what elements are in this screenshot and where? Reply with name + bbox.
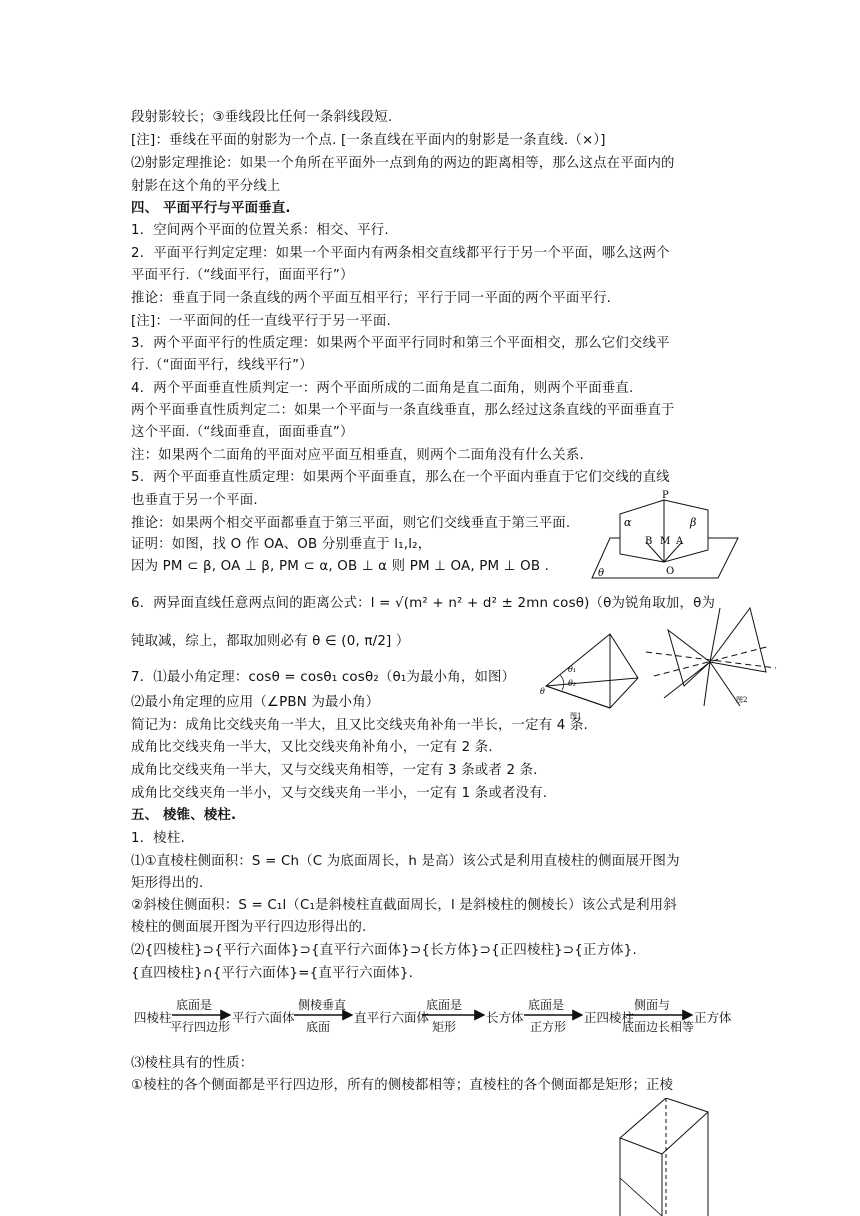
chain-arrows-svg bbox=[134, 996, 734, 1038]
chain-arrow-label-bottom: 矩形 bbox=[432, 1020, 457, 1034]
text-line: 矩形得出的. bbox=[131, 876, 204, 891]
figure-label: P bbox=[662, 490, 669, 501]
figure-label: β bbox=[690, 516, 697, 529]
text-line: ⑵射影定理推论：如果一个角所在平面外一点到角的两边的距离相等，那么这点在平面内的 bbox=[131, 156, 675, 171]
text-line: 5．两个平面垂直性质定理：如果两个平面垂直，那么在一个平面内垂直于它们交线的直线 bbox=[131, 470, 670, 485]
text-line: 推论：垂直于同一条直线的两个平面互相平行；平行于同一平面的两个平面平行. bbox=[131, 291, 612, 306]
text-line: 行.（“面面平行，线线平行”） bbox=[131, 358, 313, 373]
text-line: ⑵{四棱柱}⊃{平行六面体}⊃{直平行六面体}⊃{长方体}⊃{正四棱柱}⊃{正方体}. bbox=[131, 943, 637, 958]
text-line: 射影在这个角的平分线上 bbox=[131, 179, 281, 194]
text-line: 2．平面平行判定定理：如果一个平面内有两条相交直线都平行于另一个平面，哪么这两个 bbox=[131, 246, 670, 261]
figure-label: M bbox=[660, 536, 671, 547]
figure-label: O bbox=[666, 566, 675, 577]
figure-label: A bbox=[676, 536, 684, 547]
text-line: 6．两异面直线任意两点间的距离公式：l = √(m² + n² + d² ± 2mn cosθ)（θ为锐角取加，θ为 bbox=[131, 596, 716, 611]
prism-figure bbox=[610, 1098, 720, 1216]
text-line: 也垂直于另一个平面. bbox=[131, 493, 258, 508]
figure-label: B bbox=[645, 536, 653, 547]
chain-node: 正四棱柱 bbox=[584, 1010, 635, 1025]
text-line: 段射影较长；③垂线段比任何一条斜线段短. bbox=[131, 110, 393, 125]
chain-arrow-label-top: 底面是 bbox=[176, 998, 213, 1012]
text-line: 推论：如果两个相交平面都垂直于第三平面，则它们交线垂直于第三平面. bbox=[131, 516, 571, 531]
section-heading: 五、 棱锥、棱柱. bbox=[131, 808, 237, 823]
text-line: [注]：垂线在平面的射影为一个点. [一条直线在平面内的射影是一条直线.（×）] bbox=[131, 133, 606, 148]
section-heading: 四、 平面平行与平面垂直. bbox=[131, 201, 291, 216]
chain-arrow-label-top: 底面是 bbox=[426, 998, 463, 1012]
text-line: ⑵最小角定理的应用（∠PBN 为最小角） bbox=[131, 695, 380, 710]
text-line: 钝取减，综上，都取加则必有 θ ∈ (0, π/2] ） bbox=[131, 634, 410, 649]
text-line: 两个平面垂直性质判定二：如果一个平面与一条直线垂直，那么经过这条直线的平面垂直于 bbox=[131, 403, 675, 418]
chain-node: 平行六面体 bbox=[232, 1010, 295, 1025]
figure-label: α bbox=[624, 516, 632, 529]
text-line: 7．⑴最小角定理：cosθ = cosθ₁ cosθ₂（θ₁为最小角，如图） bbox=[131, 670, 516, 685]
chain-arrow-label-top: 侧棱垂直 bbox=[298, 998, 347, 1012]
text-line: ①棱柱的各个侧面都是平行四边形，所有的侧棱都相等；直棱柱的各个侧面都是矩形；正棱 bbox=[131, 1078, 674, 1093]
chain-arrow-label-top: 侧面与 bbox=[634, 998, 671, 1012]
minimum-angle-figure-1 bbox=[540, 628, 650, 720]
text-line: 成角比交线夹角一半大，又比交线夹角补角小，一定有 2 条. bbox=[131, 740, 493, 755]
text-line: 4．两个平面垂直性质判定一：两个平面所成的二面角是直二面角，则两个平面垂直. bbox=[131, 381, 634, 396]
chain-node: 直平行六面体 bbox=[354, 1010, 430, 1025]
text-line: 1．空间两个平面的位置关系：相交、平行. bbox=[131, 223, 389, 238]
chain-arrow-label-bottom: 正方形 bbox=[530, 1020, 567, 1034]
chain-node: 长方体 bbox=[486, 1010, 524, 1025]
text-line: 证明：如图，找 O 作 OA、OB 分别垂直于 l₁,l₂， bbox=[131, 537, 432, 552]
text-line: 成角比交线夹角一半小，又与交线夹角一半小，一定有 1 条或者没有. bbox=[131, 786, 548, 801]
figure-label: θ bbox=[598, 568, 605, 579]
text-line: [注]：一平面间的任一直线平行于另一平面. bbox=[131, 314, 391, 329]
chain-arrow-label-bottom: 底面 bbox=[306, 1020, 331, 1034]
figure-caption: 图2 bbox=[736, 696, 748, 704]
text-line: 这个平面.（“线面垂直，面面垂直”） bbox=[131, 425, 354, 440]
text-line: 简记为：成角比交线夹角一半大，且又比交线夹角补角一半长，一定有 4 条. bbox=[131, 718, 588, 733]
text-line: 注：如果两个二面角的平面对应平面互相垂直，则两个二面角没有什么关系. bbox=[131, 448, 584, 463]
chain-node: 四棱柱 bbox=[134, 1010, 172, 1025]
chain-arrow-label-bottom: 底面边长相等 bbox=[622, 1020, 695, 1034]
text-line: ⑴①直棱柱侧面积：S = Ch（C 为底面周长，h 是高）该公式是利用直棱柱的侧面展开图为 bbox=[131, 854, 680, 869]
text-line: 因为 PM ⊂ β, OA ⊥ β, PM ⊂ α, OB ⊥ α 则 PM ⊥ OA, PM ⊥ OB . bbox=[131, 559, 550, 574]
chain-arrow-label-top: 底面是 bbox=[528, 998, 565, 1012]
text-line: {直四棱柱}∩{平行六面体}={直平行六面体}. bbox=[131, 966, 414, 981]
perpendicular-planes-figure bbox=[590, 488, 740, 582]
figure-caption: 图1 bbox=[570, 712, 582, 720]
minimum-angle-figure-2 bbox=[644, 606, 780, 706]
text-line: 棱柱的侧面展开图为平行四边形得出的. bbox=[131, 920, 367, 935]
text-line: ⑶棱柱具有的性质： bbox=[131, 1056, 254, 1071]
figure-label: θ₁ bbox=[568, 665, 577, 674]
figure-label: θ bbox=[540, 687, 545, 696]
text-line: 平面平行.（“线面平行，面面平行”） bbox=[131, 268, 354, 283]
text-line: ②斜棱住侧面积：S = C₁l（C₁是斜棱柱直截面周长，l 是斜棱柱的侧棱长）该公式是利用斜 bbox=[131, 898, 677, 913]
chain-node: 正方体 bbox=[694, 1010, 732, 1025]
prism-inclusion-chain bbox=[134, 996, 734, 1038]
text-line: 3．两个平面平行的性质定理：如果两个平面平行同时和第三个平面相交，那么它们交线平 bbox=[131, 336, 670, 351]
text-line: 成角比交线夹角一半大，又与交线夹角相等，一定有 3 条或者 2 条. bbox=[131, 763, 538, 778]
chain-arrow-label-bottom: 平行四边形 bbox=[170, 1020, 231, 1034]
text-line: 1．棱柱. bbox=[131, 831, 185, 846]
figure-label: θ₂ bbox=[568, 679, 577, 688]
